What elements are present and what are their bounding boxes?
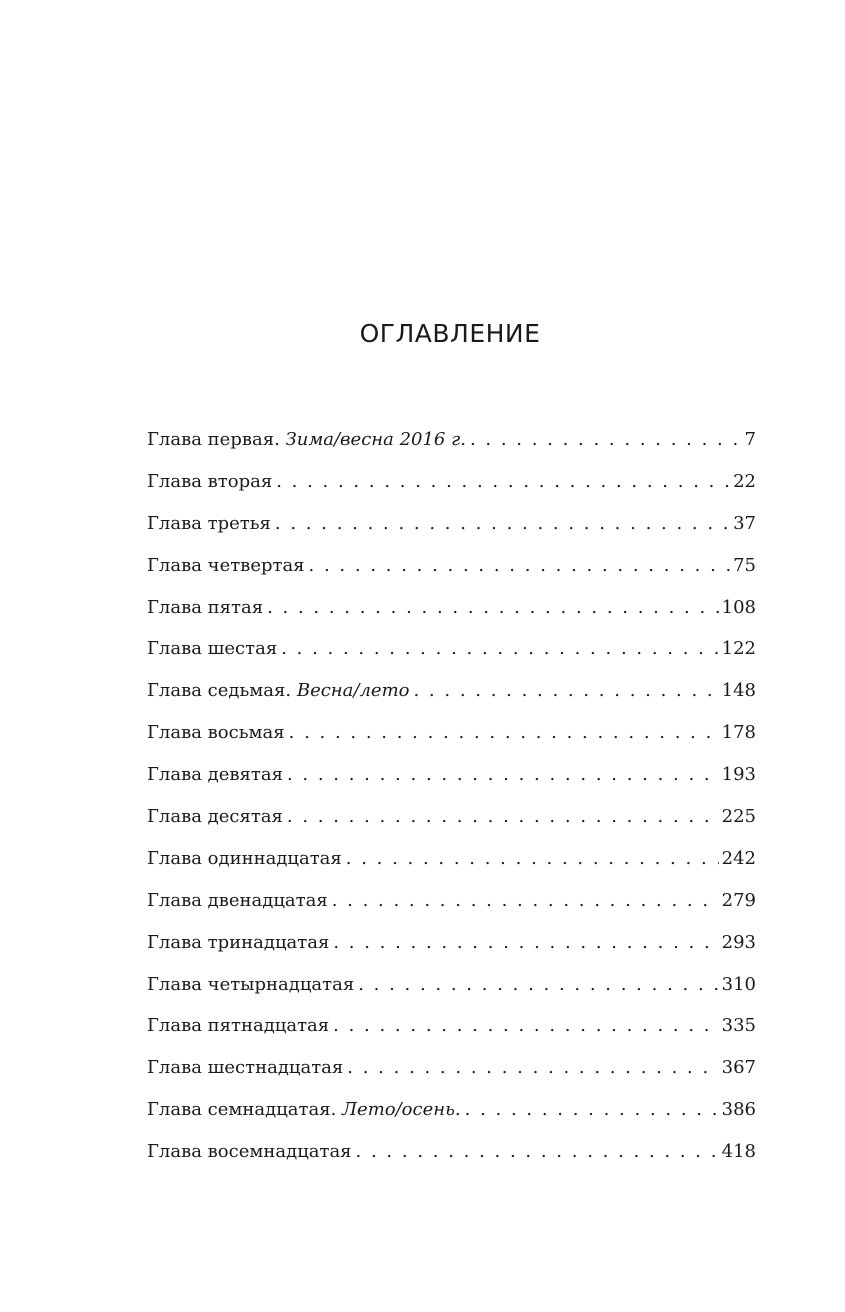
dot-leader xyxy=(287,763,719,787)
dot-leader xyxy=(287,805,719,829)
dot-leader xyxy=(358,973,718,997)
dot-leader xyxy=(333,1014,718,1038)
dot-leader xyxy=(356,1140,719,1164)
page-number: 310 xyxy=(721,973,756,995)
page-number: 279 xyxy=(721,889,756,911)
page-number: 386 xyxy=(721,1099,756,1121)
dot-leader xyxy=(465,1098,719,1122)
chapter-title: Глава двенадцатая xyxy=(147,889,328,911)
toc-entry xyxy=(147,512,756,554)
toc-entry xyxy=(147,973,756,1015)
toc-entry xyxy=(147,1056,756,1098)
page-number: 148 xyxy=(721,680,756,702)
dot-leader xyxy=(346,847,719,871)
chapter-title: Глава десятая xyxy=(147,806,283,828)
page-number: 367 xyxy=(721,1057,756,1079)
chapter-title: Глава пятая xyxy=(147,596,264,618)
page-number: 335 xyxy=(721,1015,756,1037)
chapter-title: Глава третья xyxy=(147,512,271,534)
dot-leader xyxy=(470,428,742,452)
toc-entry xyxy=(147,721,756,763)
chapter-title: Глава шестая xyxy=(147,638,278,660)
toc-entry xyxy=(147,1098,756,1140)
chapter-title: Глава тринадцатая xyxy=(147,931,330,953)
page-number: 22 xyxy=(733,470,756,492)
toc-entry xyxy=(147,596,756,638)
chapter-subtitle: Весна/лето xyxy=(296,680,410,702)
page-number: 7 xyxy=(744,429,756,450)
page-number: 418 xyxy=(721,1141,756,1163)
toc-entry xyxy=(147,847,756,889)
toc-entry xyxy=(147,637,756,679)
chapter-title: Глава девятая xyxy=(147,764,283,786)
chapter-title: Глава вторая xyxy=(147,470,273,492)
chapter-title: Глава седьмая. Весна/лето xyxy=(147,680,410,702)
dot-leader xyxy=(333,931,718,955)
page-number: 108 xyxy=(721,596,756,618)
toc-entry xyxy=(147,554,756,596)
toc-entry xyxy=(147,763,756,805)
chapter-subtitle: Лето/осень. xyxy=(342,1099,461,1121)
chapter-title: Глава восемнадцатая xyxy=(147,1141,352,1163)
page-title: ОГЛАВЛЕНИЕ xyxy=(359,319,541,348)
chapter-title: Глава семнадцатая. Лето/осень. xyxy=(147,1099,461,1121)
toc-entry xyxy=(147,889,756,931)
chapter-title: Глава первая. Зима/весна 2016 г. xyxy=(147,429,466,450)
dot-leader xyxy=(289,721,719,745)
dot-leader xyxy=(309,554,731,578)
table-of-contents xyxy=(147,428,756,1182)
dot-leader xyxy=(413,679,718,703)
toc-entry xyxy=(147,805,756,847)
chapter-title: Глава одиннадцатая xyxy=(147,847,342,869)
toc-entry xyxy=(147,428,756,470)
chapter-title: Глава пятнадцатая xyxy=(147,1015,330,1037)
dot-leader xyxy=(332,889,719,913)
dot-leader xyxy=(276,470,730,494)
page-number: 122 xyxy=(721,638,756,660)
page-number: 242 xyxy=(721,847,756,869)
page-number: 178 xyxy=(721,722,756,744)
page-number: 75 xyxy=(733,554,756,576)
chapter-title: Глава шестнадцатая xyxy=(147,1057,344,1079)
dot-leader xyxy=(281,637,718,661)
chapter-title: Глава четвертая xyxy=(147,554,305,576)
toc-entry xyxy=(147,679,756,721)
dot-leader xyxy=(347,1056,718,1080)
toc-entry xyxy=(147,1014,756,1056)
page-number: 37 xyxy=(733,512,756,534)
chapter-subtitle: Зима/весна 2016 г. xyxy=(285,429,466,450)
dot-leader xyxy=(275,512,730,536)
toc-entry xyxy=(147,931,756,973)
page-number: 193 xyxy=(721,764,756,786)
toc-entry xyxy=(147,470,756,512)
toc-entry xyxy=(147,1140,756,1182)
page-number: 225 xyxy=(721,806,756,828)
dot-leader xyxy=(267,596,719,620)
chapter-title: Глава четырнадцатая xyxy=(147,973,355,995)
page-number: 293 xyxy=(721,931,756,953)
chapter-title: Глава восьмая xyxy=(147,722,285,744)
